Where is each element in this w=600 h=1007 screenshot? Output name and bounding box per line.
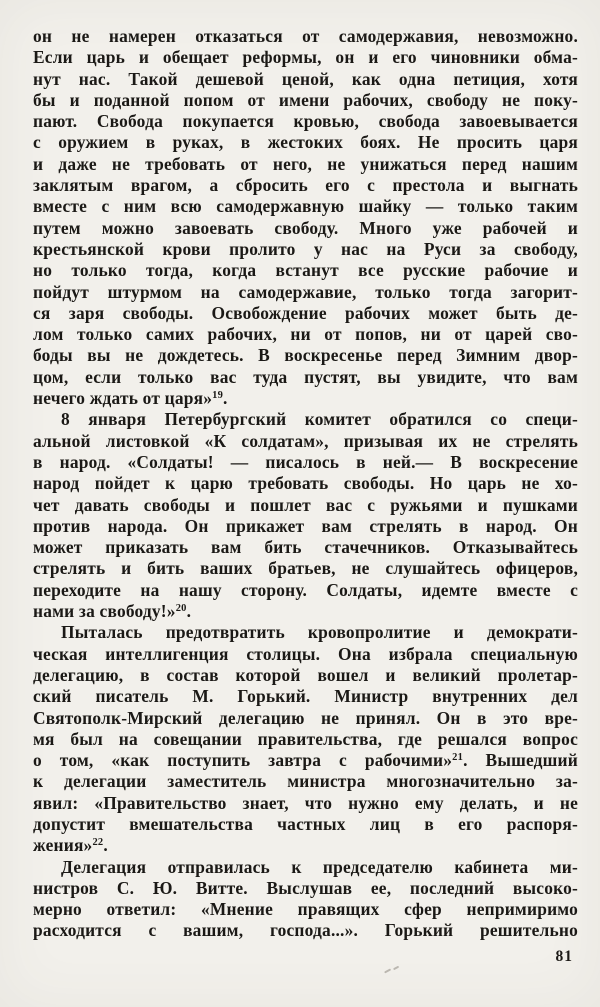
text-line: нут нас. Такой дешевой ценой, как одна петиция, хотя [33,68,578,89]
footnote-reference: 21 [452,752,464,764]
text-block [33,26,578,942]
text-line: Делегация отправилась к председателю кабинета ми- [61,856,578,877]
text-line: ся заря свободы. Освобождение рабочих может быть де- [33,302,578,323]
text-line: нечего ждать от царя»$^{19}$. [33,388,228,409]
scan-smudge-mark [384,966,400,974]
text-line: бы и поданной попом от имени рабочих, свободу не поку- [33,89,578,110]
text-line: переходите на нашу сторону. Солдаты, идемте вместе с [33,579,578,600]
text-line: крестьянской крови пролито у нас на Руси за свободу, [33,238,578,259]
text-line: ский писатель М. Горький. Министр внутренних дел [33,686,578,707]
text-line: с оружием в руках, в жестоких боях. Не просить царя [33,132,578,153]
text-line: и даже не требовать от него, не унижаться перед нашим [33,153,578,174]
text-line: чет давать свободы и пошлет вас с ружьями и пушками [33,494,578,515]
text-line: боды вы не дождетесь. В воскресенье перед Зимним двор- [33,345,578,366]
text-line: цом, если только вас туда пустят, вы увидите, что вам [33,366,578,387]
text-line: стрелять и бить ваших братьев, не слушайтесь офицеров, [33,558,578,579]
text-line: расходится с вашим, господа...». Горький решительно [33,920,578,941]
text-line: жения»$^{22}$. [33,835,108,856]
text-line: нистров С. Ю. Витте. Выслушав ее, последний высоко- [33,877,578,898]
text-line: он не намерен отказаться от самодержавия, невозможно. [33,26,578,46]
text-line: нами за свободу!»$^{20}$. [33,601,192,622]
text-line: ческая интеллигенция столицы. Она избрала специальную [33,643,578,664]
text-line: Если царь и обещает реформы, он и его чиновники обма- [33,47,578,68]
text-line: к делегации заместитель министра многозначительно за- [33,771,578,792]
text-line: вместе с ним всю самодержавную шайку — только таким [33,196,578,217]
text-line: о том, «как поступить завтра с рабочими»$^{21}$. Вышедший [33,750,578,771]
text-line: но только тогда, когда встанут все русские рабочие и [33,260,578,281]
text-line: лом только самих рабочих, ни от попов, ни от царей сво- [33,324,578,345]
page-number: 81 [555,948,573,965]
footnote-reference: 20 [175,603,187,615]
text-line: мя был на совещании правительства, где решался вопрос [33,728,578,749]
text-line: пают. Свобода покупается кровью, свобода завоевывается [33,111,578,132]
text-line: пойдут штурмом на самодержавие, только тогда загорит- [33,281,578,302]
text-line: народ пойдет к царю требовать свободы. Но царь не хо- [33,473,578,494]
footnote-reference: 22 [92,837,104,849]
footnote-reference: 19 [212,390,224,402]
text-line: заклятым врагом, а сбросить его с престола и выгнать [33,175,578,196]
text-line: делегацию, в состав которой вошел и великий пролетар- [33,664,578,685]
text-line: в народ. «Солдаты! — писалось в ней.— В воскресение [33,451,578,472]
text-line: Пыталась предотвратить кровопролитие и демократи- [61,622,578,643]
text-line: явил: «Правительство знает, что нужно ему делать, и не [33,792,578,813]
text-line: Святополк-Мирский делегацию не принял. Он в это вре- [33,707,578,728]
text-line: 8 января Петербургский комитет обратился со специ- [61,409,578,430]
text-line: может приказать вам бить стачечников. Отказывайтесь [33,537,578,558]
text-line: допустит вмешательства частных лиц в его распоря- [33,813,578,834]
text-line: альной листовкой «К солдатам», призывая их не стрелять [33,430,578,451]
text-line: мерно ответил: «Мнение правящих сфер непримиримо [33,899,578,920]
text-line: путем можно завоевать свободу. Много уже рабочей и [33,217,578,238]
text-line: против народа. Он прикажет вам стрелять в народ. Он [33,515,578,536]
